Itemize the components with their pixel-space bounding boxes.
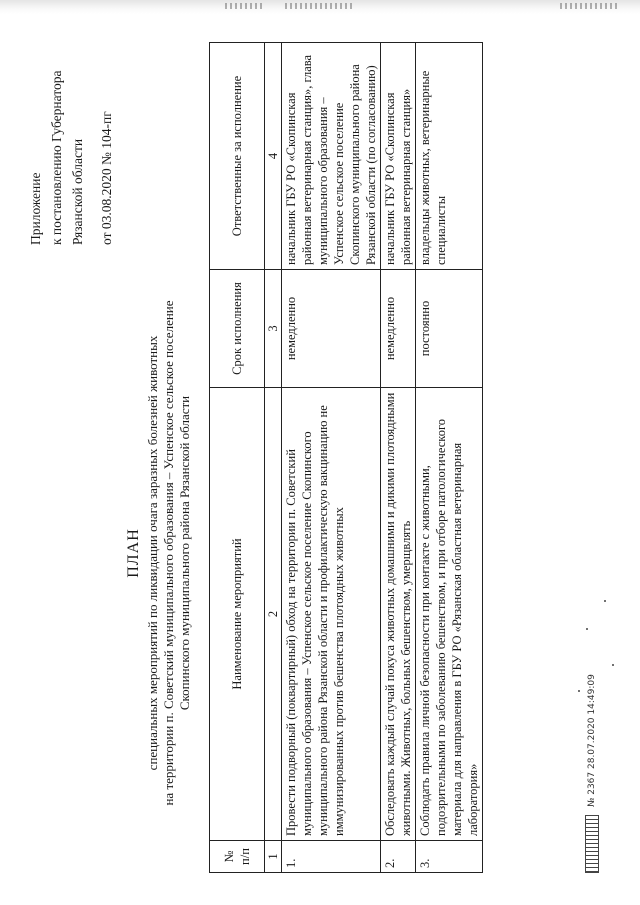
- column-numbers-row: [265, 43, 282, 873]
- header-term: Срок исполнения: [210, 270, 265, 388]
- row-measure: Провести подворный (поквартирный) обход на территории п. Советский муниципального образования – Успенское сельское поселение Скопинского муниципального района Рязанской области и профилактическую вакцинацию не иммунизированных против бешенства плотоядных животных: [282, 388, 381, 841]
- appendix-region: Рязанской области: [70, 138, 85, 245]
- row-term: немедленно: [381, 270, 416, 388]
- row-number: 3.: [416, 841, 483, 873]
- plan-title: ПЛАН: [125, 528, 142, 578]
- row-responsible: начальник ГБУ РО «Скопинская районная ветеринарная станция», глава муниципального образования – Успенское сельское поселение Скопинского муниципального района Рязанской области (по согласованию): [282, 43, 381, 270]
- subtitle-line: специальных мероприятий по ликвидации очага заразных болезней животных: [145, 335, 160, 771]
- scan-noise: [560, 3, 620, 9]
- document-stamp: [585, 443, 599, 873]
- row-responsible: начальник ГБУ РО «Скопинская районная ветеринарная станция»: [381, 43, 416, 270]
- plan-subtitle: [145, 233, 193, 873]
- row-term: постоянно: [416, 270, 483, 388]
- row-number: 2.: [381, 841, 416, 873]
- table-header-row: [210, 43, 265, 873]
- subtitle-line: Скопинского муниципального района Рязанской области: [177, 395, 192, 711]
- scan-speck: [604, 600, 606, 602]
- subtitle-line: на территории п. Советский муниципального образования – Успенское сельское поселение: [161, 300, 176, 806]
- table-row: [416, 43, 483, 873]
- table-row: [381, 43, 416, 873]
- appendix-label: Приложение: [28, 172, 43, 245]
- measures-table: [209, 42, 483, 873]
- header-responsible: Ответственные за исполнение: [210, 43, 265, 270]
- row-measure: Соблюдать правила личной безопасности при контакте с животными, подозрительными по заболеванию бешенством, и при отборе патологического материала для направления в ГБУ РО «Рязанская областная ветеринарная лаборатория»: [416, 388, 483, 841]
- table-row: [282, 43, 381, 873]
- row-measure: Обследовать каждый случай покуса животных домашними и дикими плотоядными животными. Животных, больных бешенством, умерщвлять: [381, 388, 416, 841]
- appendix-date: от 03.08.2020 № 104-пг: [99, 111, 114, 245]
- barcode-icon: [585, 815, 599, 873]
- scan-noise: [225, 3, 265, 9]
- column-number: 3: [265, 270, 282, 388]
- column-number: 2: [265, 388, 282, 841]
- scan-speck: [586, 628, 588, 630]
- row-term: немедленно: [282, 270, 381, 388]
- row-number: 1.: [282, 841, 381, 873]
- appendix-decree: к постановлению Губернатора: [49, 70, 64, 245]
- row-responsible: владельцы животных, ветеринарные специалисты: [416, 43, 483, 270]
- scan-noise: [285, 3, 355, 9]
- doc-reference: № 2367 28.07.2020 14:49:09: [587, 674, 597, 807]
- appendix-header: [25, 15, 117, 245]
- header-no: № п/п: [210, 841, 265, 873]
- scan-speck: [578, 690, 580, 692]
- header-name: Наименование мероприятий: [210, 388, 265, 841]
- scan-speck: [612, 664, 614, 666]
- column-number: 1: [265, 841, 282, 873]
- document-page: [25, 23, 615, 873]
- column-number: 4: [265, 43, 282, 270]
